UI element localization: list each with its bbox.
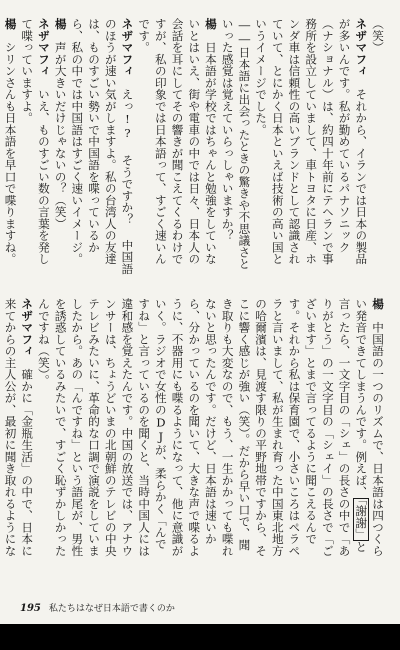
body-text: 中国語の一つのリズムで、日本語は四つくらい発音できてしまうんです。例えば、: [354, 298, 385, 557]
body-text: いえ、ものすごい数の言葉を発して喋っていますよ。: [20, 18, 51, 265]
paragraph: [69, 18, 136, 276]
body-text: 日本語が学校ではちゃんと勉強をしていないとはいえ、街や電車の中では日々、日本人の会話を耳にしてその響きが聞こえてくるわけですが、私の印象では日本語って、すごく速いんです。: [137, 18, 218, 265]
speaker-name: ネザマフィ: [120, 18, 135, 77]
page-number: 195: [20, 603, 41, 614]
paragraph: [135, 18, 219, 276]
paragraph: [19, 18, 52, 276]
speaker-name: ネザマフィ: [354, 18, 369, 77]
page-footer: [20, 602, 175, 616]
upper-text-block: [3, 18, 386, 276]
body-text: 声が大きいだけじゃないの？（笑）: [53, 29, 68, 230]
paragraph: [369, 18, 386, 276]
paragraph: [35, 298, 386, 558]
paragraph: [0, 298, 35, 558]
speaker-name: 楊: [371, 298, 385, 310]
boxed-term: 「謝謝」: [354, 498, 369, 540]
body-text: シリンさんも日本語を早口で喋りますね。: [3, 41, 18, 265]
body-text: と言ったら、一文字目の「シェ」の長さの中で「ありがとう」の一文字目の「シェイ」の長さで「ございます」とまで言ってるように聞こえるんです。それから私は保育園で、小さいころはペラペラと言いまして、私が生まれ育った中国東北地方の哈爾濱は、見渡す限りの平野地帯ですから、そこに響く感じが強い（笑）。だから早い口で、聞き取りも大変なので、もう、一生かかっても喋れないと思ったんです。だけど、日本語は速いから、分かっているのを聞いて、大きな声で喋るように、不器用にも喋るようになって、他に意識がいく。ラジオで女性のDJが、柔らかく「んですね」と言っているのを聞くと、当時中国人には違和感を覚えたんです。中国の放送では、アナウンサーは、ちょうどいまの北朝鮮のテレビの中央テレビみたいに、革命的な口調で演説をしていましたから。あの「んですね」という語尾が、男性を誘惑しているみたいで、すごく恥ずかしかったんですね（笑）。: [36, 298, 369, 557]
lower-text-block: [3, 298, 386, 558]
paragraph: [252, 18, 369, 276]
paragraph: [0, 18, 19, 276]
body-text: えっ!? そうですか？ 中国語のほうが速い気がしますよ。私の台湾人の友達は、ものすごい勢いで中国語を喋っているから、私の中では中国語はすごく速いイメージ。: [70, 18, 135, 275]
body-text: （笑）: [371, 18, 385, 54]
speaker-name: ネザマフィ: [36, 18, 51, 77]
question-paragraph: [219, 18, 252, 276]
body-text: 確かに「金瓶生活」の中で、日本に来てからの主人公が、最初に聞き取れるようにな: [3, 298, 35, 557]
speaker-name: 楊: [53, 18, 68, 30]
speaker-name: ネザマフィ: [20, 298, 35, 357]
body-text: ――日本語に出会ったときの驚きや不思議さといった感覚は覚えていらっしゃいますか？: [220, 18, 252, 270]
speaker-name: 楊: [3, 18, 18, 30]
speaker-name: 楊: [203, 18, 218, 30]
body-text: それから、イランでは日本の製品が多いんです。私が勤めているパナソニック（ナショナル）は、約四十年前にテヘランで事務所を設立していまして、車トヨタに日産、ホンダ車は信頼性の高いブランドとして認識されていて、とにかく日本といえば技術の高い国というイメージでした。: [254, 18, 369, 265]
running-title: 私たちはなぜ日本語で書くのか: [48, 604, 175, 614]
paragraph: [52, 18, 69, 276]
